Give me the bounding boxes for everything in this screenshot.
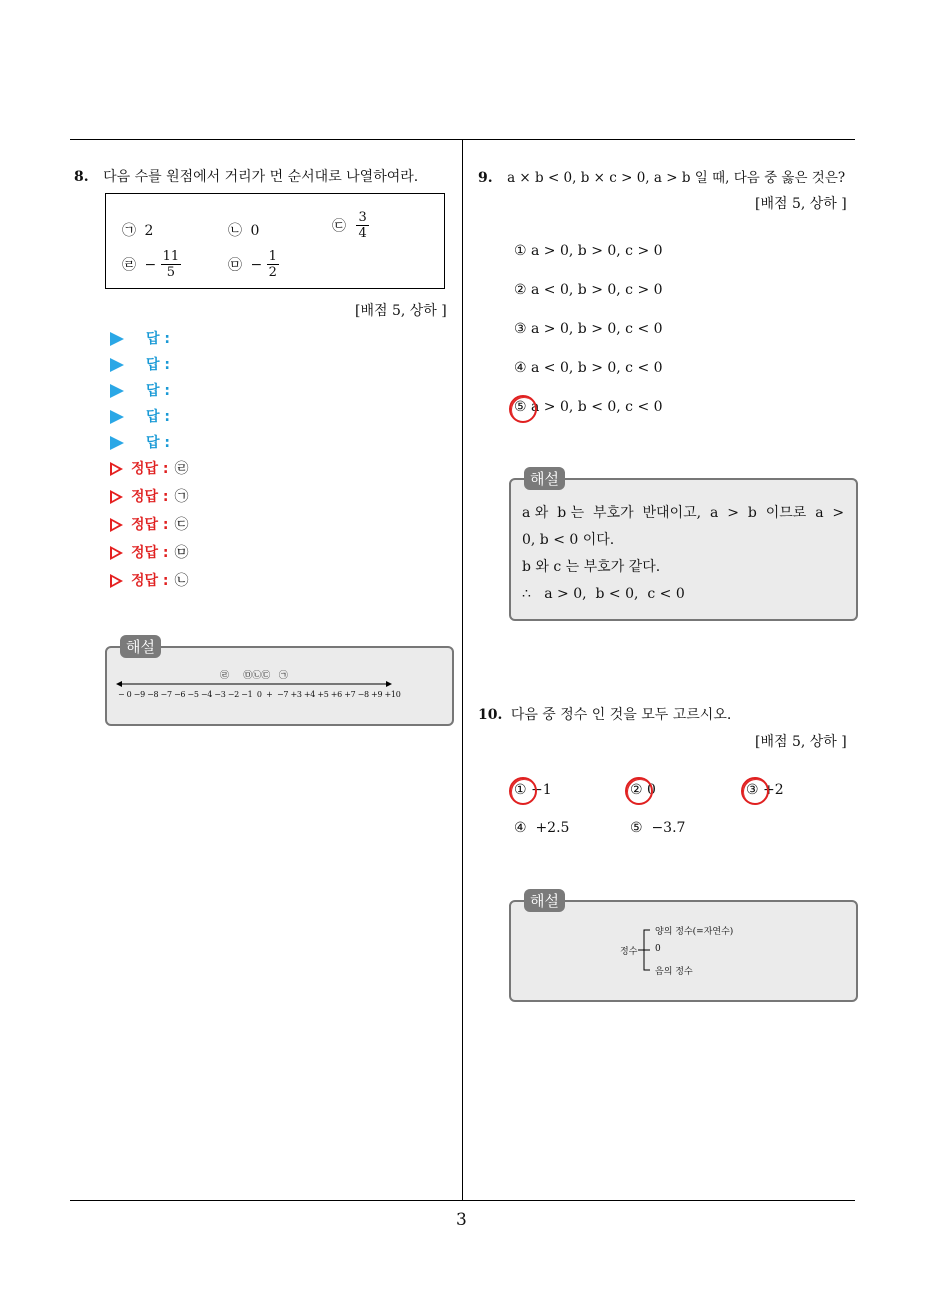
- q10-answer-circle-2: [625, 777, 653, 805]
- outline-arrow-icon: [110, 574, 123, 588]
- tree-root: 정수: [620, 947, 638, 957]
- fraction-numerator: 3: [358, 210, 367, 225]
- key-label: 정답 :: [131, 545, 169, 561]
- tree-bracket: [638, 926, 652, 974]
- choice-d-marker: ㉣: [122, 257, 136, 274]
- q10-answer-circle-3: [741, 777, 769, 805]
- answer-row[interactable]: [110, 328, 170, 354]
- explanation-line: 0, b < 0 이다.: [522, 532, 615, 548]
- answer-label: 답 :: [146, 331, 170, 347]
- answer-row[interactable]: [110, 406, 170, 432]
- key-row: [110, 570, 189, 598]
- explanation-line: a 와 b 는 부호가 반대이고, a > b 이므로 a >: [522, 505, 845, 521]
- q8-explanation-tag: 해설: [120, 635, 161, 658]
- key-value: ㉠: [174, 489, 189, 505]
- q10-explanation-tag: 해설: [524, 889, 565, 912]
- tree-item-negative: 음의 정수: [655, 967, 693, 977]
- q9-option-1[interactable]: ① a > 0, b > 0, c > 0: [514, 243, 663, 259]
- q8-header: [74, 166, 459, 186]
- answer-row[interactable]: [110, 354, 170, 380]
- explanation-line: b 와 c 는 부호가 같다.: [522, 559, 661, 575]
- key-label: 정답 :: [131, 489, 169, 505]
- answer-row[interactable]: [110, 380, 170, 406]
- q8-answer-rows: [110, 328, 170, 458]
- q9-explanation-tag: 해설: [524, 467, 565, 490]
- choice-c-fraction: [356, 210, 368, 241]
- q10-option-5[interactable]: ⑤ −3.7: [630, 820, 686, 836]
- key-row: [110, 486, 189, 514]
- answer-label: 답 :: [146, 435, 170, 451]
- choice-b-value: 0: [250, 223, 260, 239]
- choice-e-sign: −: [250, 256, 263, 273]
- tree-item-zero: 0: [655, 944, 661, 954]
- q9-option-2[interactable]: ② a < 0, b > 0, c > 0: [514, 282, 663, 298]
- q10-number: 10.: [478, 707, 503, 723]
- fraction-denominator: 2: [268, 265, 277, 280]
- answer-label: 답 :: [146, 383, 170, 399]
- choice-d-sign: −: [144, 256, 157, 273]
- q10-option-3[interactable]: ③ +2: [746, 782, 784, 798]
- q8-key-rows: [110, 458, 189, 598]
- play-arrow-icon: [110, 332, 124, 346]
- choice-d-fraction: [161, 249, 182, 280]
- q9-answer-circle: [509, 395, 537, 423]
- q10-question: 다음 중 정수 인 것을 모두 고르시오.: [510, 707, 732, 723]
- q10-header: [478, 704, 731, 724]
- key-value: ㉤: [174, 545, 189, 561]
- q9-explanation-text: [522, 500, 847, 608]
- fraction-numerator: 1: [268, 249, 277, 264]
- q10-option-4[interactable]: ④ +2.5: [514, 820, 570, 836]
- answer-row[interactable]: [110, 432, 170, 458]
- choice-b-marker: ㉡: [228, 223, 242, 239]
- q8-choice-b: [228, 220, 259, 240]
- q10-score: [배점 5, 상하 ]: [755, 734, 847, 750]
- choice-e-fraction: [267, 249, 279, 280]
- answer-label: 답 :: [146, 357, 170, 373]
- q9-option-5[interactable]: ⑤ a > 0, b < 0, c < 0: [514, 399, 663, 415]
- key-row: [110, 514, 189, 542]
- q10-explanation-box: [509, 900, 858, 1002]
- key-row: [110, 458, 189, 486]
- outline-arrow-icon: [110, 518, 123, 532]
- q9-question: a × b < 0, b × c > 0, a > b 일 때, 다음 중 옳은 것은?: [507, 170, 846, 186]
- q8-question: 다음 수를 원점에서 거리가 먼 순서대로 나열하여라.: [103, 169, 419, 185]
- q8-number: 8.: [74, 169, 89, 185]
- choice-a-marker: ㉠: [122, 223, 136, 239]
- fraction-denominator: 5: [166, 265, 176, 280]
- key-value: ㉡: [174, 573, 189, 589]
- play-arrow-icon: [110, 436, 124, 450]
- column-divider: [462, 139, 463, 1201]
- play-arrow-icon: [110, 384, 124, 398]
- q8-choice-a: [122, 220, 153, 240]
- q9-number: 9.: [478, 170, 493, 186]
- page-number: 3: [456, 1210, 467, 1230]
- numberline-marks: ㉣ ㉤㉡㉢ ㉠: [220, 671, 288, 681]
- key-label: 정답 :: [131, 573, 169, 589]
- explanation-line: ∴ a > 0, b < 0, c < 0: [522, 586, 685, 602]
- q10-option-1[interactable]: ① −1: [514, 782, 552, 798]
- play-arrow-icon: [110, 410, 124, 424]
- numberline-ticks: − 0 −9 −8 −7 −6 −5 −4 −3 −2 −1 0 + −7 +3 +4 +5 +6 +7 −8 +9 +10: [118, 690, 401, 699]
- choice-c-marker: ㉢: [332, 218, 346, 235]
- number-line: [116, 678, 392, 690]
- play-arrow-icon: [110, 358, 124, 372]
- key-row: [110, 542, 189, 570]
- q9-score: [배점 5, 상하 ]: [755, 196, 847, 212]
- fraction-denominator: 4: [358, 226, 367, 241]
- fraction-numerator: 11: [162, 249, 180, 264]
- q8-score: [배점 5, 상하 ]: [355, 303, 447, 319]
- key-value: ㉢: [174, 517, 189, 533]
- tree-item-positive: 양의 정수(=자연수): [655, 927, 734, 937]
- outline-arrow-icon: [110, 546, 123, 560]
- q9-header: [478, 166, 858, 186]
- q8-choice-d: [122, 249, 181, 280]
- choice-a-value: 2: [144, 223, 154, 239]
- outline-arrow-icon: [110, 490, 123, 504]
- q8-choice-c: [332, 210, 369, 241]
- answer-label: 답 :: [146, 409, 170, 425]
- outline-arrow-icon: [110, 462, 123, 476]
- q9-option-4[interactable]: ④ a < 0, b > 0, c < 0: [514, 360, 663, 376]
- choice-e-marker: ㉤: [228, 257, 242, 274]
- key-label: 정답 :: [131, 461, 169, 477]
- q10-answer-circle-1: [509, 777, 537, 805]
- key-value: ㉣: [174, 461, 189, 477]
- q8-choice-e: [228, 249, 279, 280]
- q10-option-2[interactable]: ② 0: [630, 782, 656, 798]
- key-label: 정답 :: [131, 517, 169, 533]
- q9-option-3[interactable]: ③ a > 0, b > 0, c < 0: [514, 321, 663, 337]
